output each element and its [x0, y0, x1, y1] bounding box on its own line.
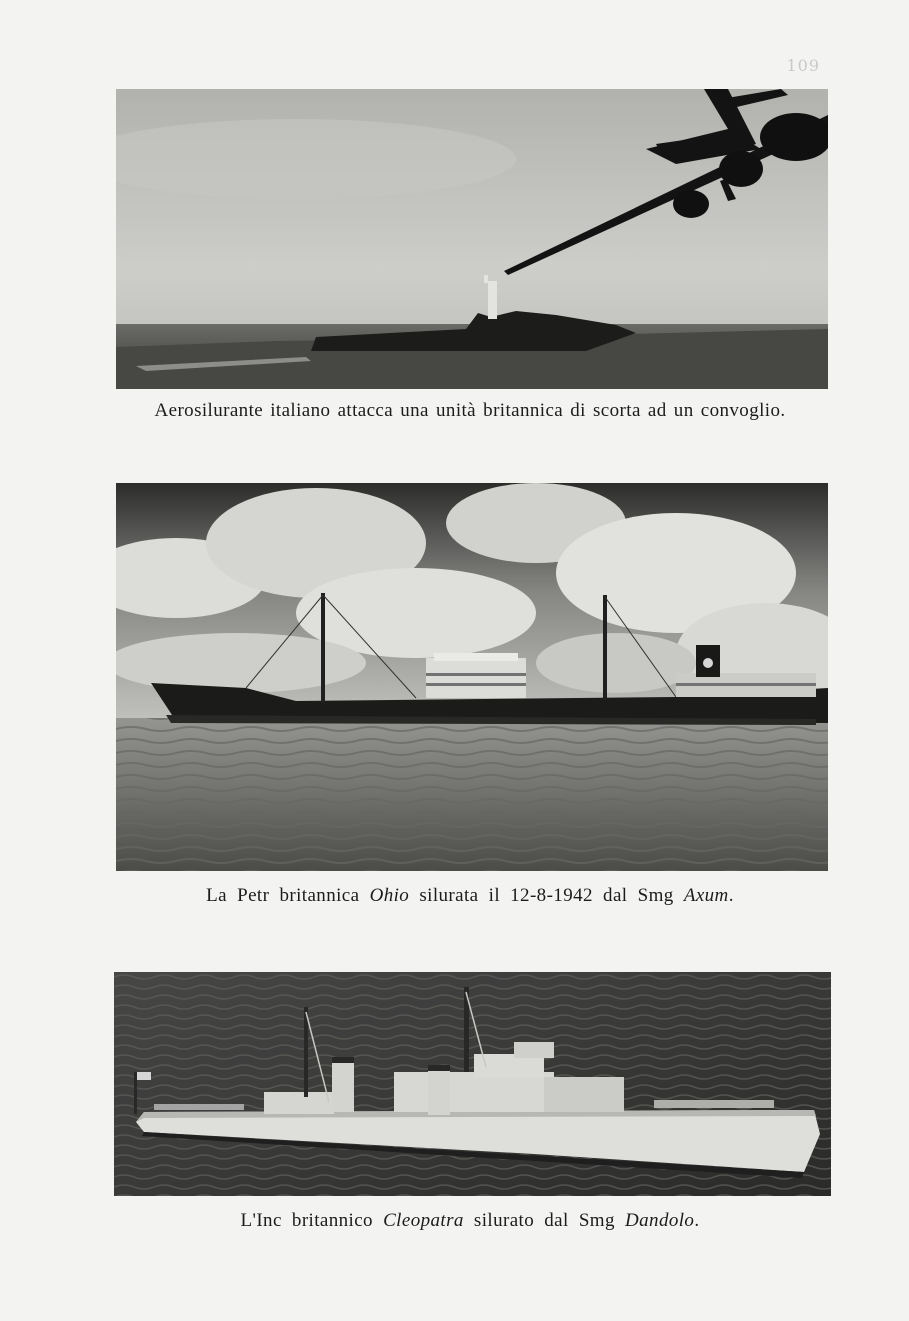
caption-cleopatra-ship-name: Cleopatra [383, 1210, 464, 1231]
caption-cleopatra-suffix: . [694, 1210, 700, 1231]
photo-torpedo-bomber-attack [116, 89, 828, 389]
caption-ohio-prefix: La Petr britannica [206, 885, 370, 906]
caption-cleopatra [100, 1210, 840, 1232]
photo-cruiser-cleopatra [114, 972, 831, 1196]
caption-cleopatra-prefix: L'Inc britannico [240, 1210, 384, 1231]
photo-tanker-ohio [116, 483, 828, 871]
caption-ohio-ship-name: Ohio [369, 885, 410, 906]
caption-cleopatra-submarine-name: Dandolo [625, 1210, 695, 1231]
page-number: 109 [786, 56, 820, 75]
caption-ohio-mid: silurata il 12-8-1942 dal Smg [409, 885, 684, 906]
caption-cleopatra-mid: silurato dal Smg [463, 1210, 626, 1231]
caption-torpedo-bomber: Aerosilurante italiano attacca una unità britannica di scorta ad un convoglio. [154, 400, 786, 421]
caption-ohio-suffix: . [728, 885, 734, 906]
caption-ohio [100, 885, 840, 907]
caption-ohio-submarine-name: Axum [683, 885, 729, 906]
